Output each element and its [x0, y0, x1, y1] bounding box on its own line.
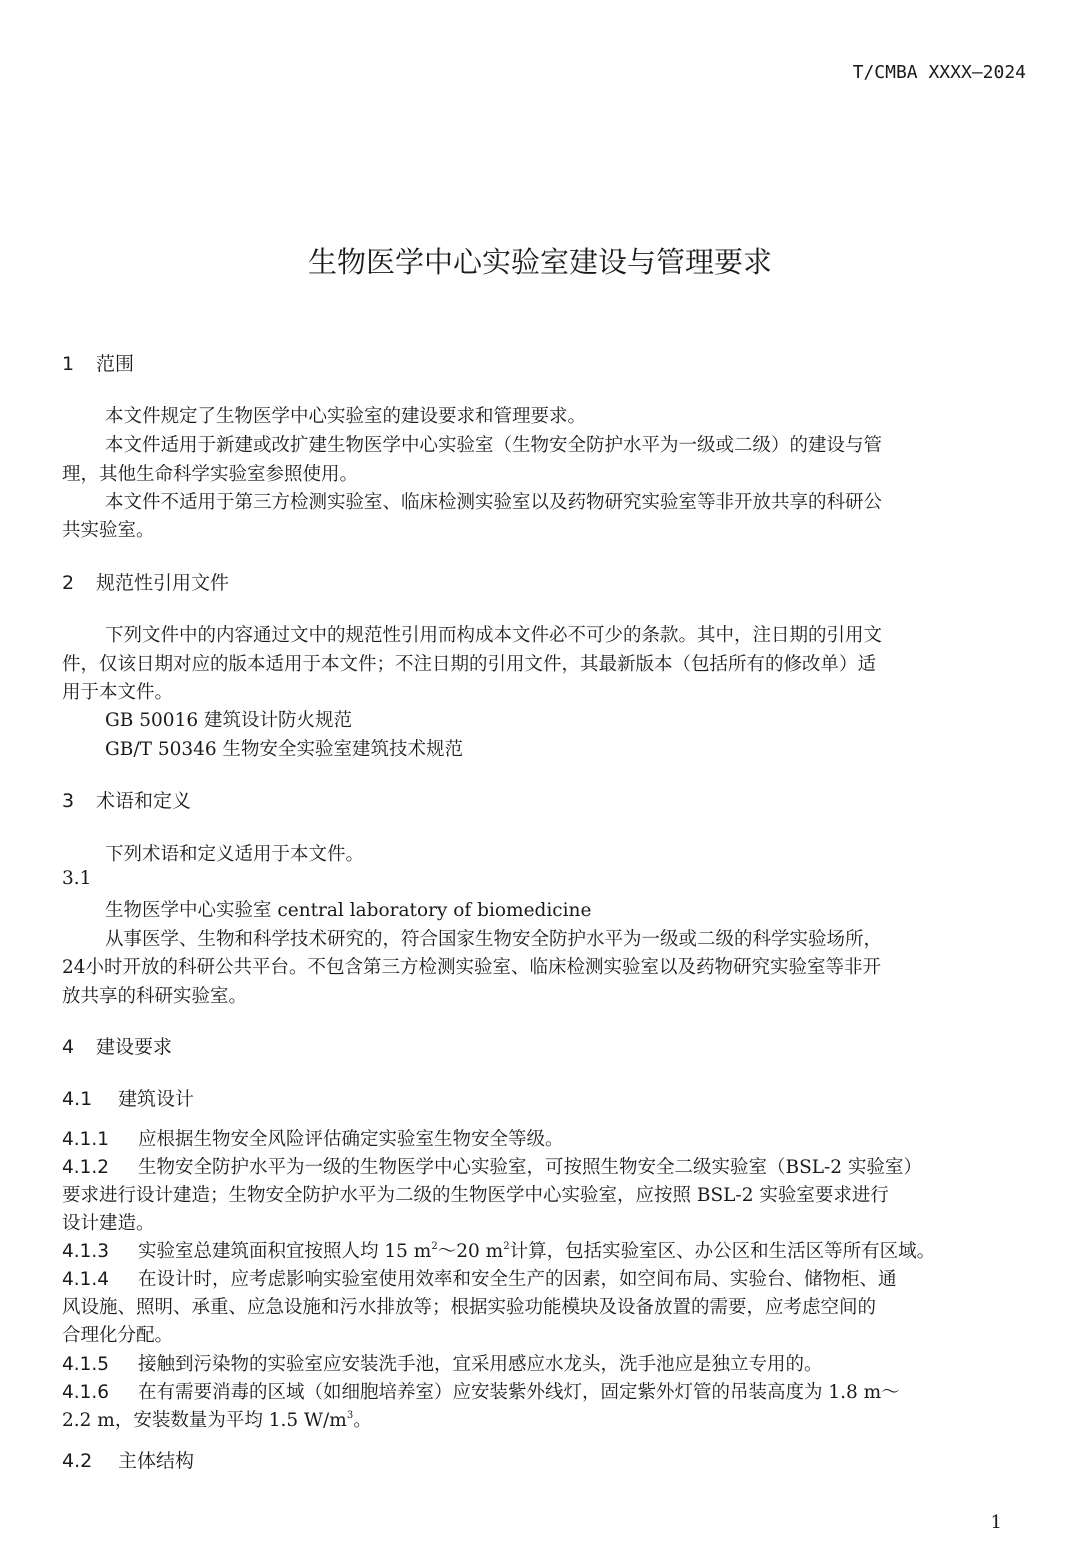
clause-text: 在设计时，应考虑影响实验室使用效率和安全生产的因素，如空间布局、实验台、储物柜、通 — [138, 1269, 897, 1290]
subsection-number: 4.1 — [62, 1088, 93, 1110]
section-2-heading — [62, 568, 229, 595]
document-title: 生物医学中心实验室建设与管理要求 — [307, 245, 772, 279]
paragraph-line: 下列术语和定义适用于本文件。 — [105, 844, 365, 865]
section-number: 1 — [62, 353, 75, 375]
section-number: 4 — [62, 1036, 75, 1058]
subsection-4-1-heading — [62, 1084, 194, 1111]
superscript: 3 — [346, 1410, 354, 1421]
section-4-heading — [62, 1032, 172, 1059]
clause-4-1-5 — [62, 1350, 823, 1376]
section-title: 建设要求 — [96, 1036, 173, 1058]
clause-text: 实验室总建筑面积宜按照人均 15 m — [138, 1241, 432, 1262]
paragraph-line: 放共享的科研实验室。 — [62, 986, 248, 1007]
clause-text: 应根据生物安全风险评估确定实验室生物安全等级。 — [138, 1129, 564, 1150]
clause-text: 接触到污染物的实验室应安装洗手池，宜采用感应水龙头，洗手池应是独立专用的。 — [138, 1354, 823, 1375]
paragraph-line: 本文件适用于新建或改扩建生物医学中心实验室（生物安全防护水平为一级或二级）的建设与管 — [105, 435, 883, 456]
section-1-heading — [62, 349, 134, 376]
paragraph-line: 理，其他生命科学实验室参照使用。 — [62, 464, 359, 485]
clause-number: 4.1.6 — [62, 1382, 110, 1403]
reference-item: GB/T 50346 生物安全实验室建筑技术规范 — [105, 739, 464, 760]
paragraph-line: 共实验室。 — [62, 520, 155, 541]
paragraph-line: 用于本文件。 — [62, 682, 174, 703]
term-number: 3.1 — [62, 868, 92, 889]
clause-number: 4.1.1 — [62, 1129, 110, 1150]
page-number: 1 — [990, 1512, 1002, 1533]
section-title: 规范性引用文件 — [96, 572, 230, 594]
paragraph-line: 设计建造。 — [62, 1213, 155, 1234]
clause-number: 4.1.3 — [62, 1241, 110, 1262]
clause-number: 4.1.2 — [62, 1157, 110, 1178]
paragraph-line: 从事医学、生物和科学技术研究的，符合国家生物安全防护水平为一级或二级的科学实验场所， — [105, 929, 883, 950]
paragraph-line: 24小时开放的科研公共平台。不包含第三方检测实验室、临床检测实验室以及药物研究实验室等非开 — [62, 957, 882, 978]
paragraph-line: 件，仅该日期对应的版本适用于本文件；不注日期的引用文件，其最新版本（包括所有的修改单）适 — [62, 654, 877, 675]
clause-text: 。 — [353, 1410, 372, 1431]
clause-4-1-3 — [62, 1237, 935, 1263]
clause-text: 2.2 m，安装数量为平均 1.5 W/m — [62, 1410, 347, 1431]
clause-4-1-2 — [62, 1153, 922, 1179]
clause-text: 在有需要消毒的区域（如细胞培养室）应安装紫外线灯，固定紫外灯管的吊装高度为 1.8 m～ — [138, 1382, 900, 1403]
clause-4-1-4 — [62, 1265, 897, 1291]
section-number: 3 — [62, 790, 75, 812]
paragraph-line: 风设施、照明、承重、应急设施和污水排放等；根据实验功能模块及设备放置的需要，应考虑空间的 — [62, 1297, 877, 1318]
paragraph-line: 本文件规定了生物医学中心实验室的建设要求和管理要求。 — [105, 406, 587, 427]
clause-number: 4.1.4 — [62, 1269, 110, 1290]
subsection-title: 主体结构 — [118, 1450, 195, 1472]
reference-item: GB 50016 建筑设计防火规范 — [105, 710, 352, 731]
clause-4-1-6 — [62, 1378, 900, 1404]
document-code: T/CMBA XXXX—2024 — [852, 62, 1026, 83]
superscript: 2 — [431, 1241, 438, 1252]
section-number: 2 — [62, 572, 75, 594]
superscript: 2 — [503, 1241, 510, 1252]
paragraph-line: 合理化分配。 — [62, 1325, 174, 1346]
clause-text: ～20 m — [437, 1241, 504, 1262]
subsection-title: 建筑设计 — [118, 1088, 195, 1110]
section-title: 范围 — [96, 353, 135, 375]
clause-text: 生物安全防护水平为一级的生物医学中心实验室，可按照生物安全二级实验室（BSL-2 实验室） — [138, 1157, 922, 1178]
paragraph-line — [62, 1406, 372, 1432]
subsection-4-2-heading — [62, 1446, 194, 1473]
subsection-number: 4.2 — [62, 1450, 93, 1472]
clause-text: 计算，包括实验室区、办公区和生活区等所有区域。 — [509, 1241, 936, 1262]
section-3-heading — [62, 786, 191, 813]
clause-number: 4.1.5 — [62, 1354, 110, 1375]
clause-4-1-1 — [62, 1125, 564, 1151]
paragraph-line: 下列文件中的内容通过文中的规范性引用而构成本文件必不可少的条款。其中，注日期的引用文 — [105, 625, 883, 646]
paragraph-line: 要求进行设计建造；生物安全防护水平为二级的生物医学中心实验室，应按照 BSL-2 实验室要求进行 — [62, 1185, 889, 1206]
section-title: 术语和定义 — [96, 790, 192, 812]
paragraph-line: 本文件不适用于第三方检测实验室、临床检测实验室以及药物研究实验室等非开放共享的科研公 — [105, 492, 883, 513]
term-name: 生物医学中心实验室 central laboratory of biomedicine — [105, 900, 592, 921]
